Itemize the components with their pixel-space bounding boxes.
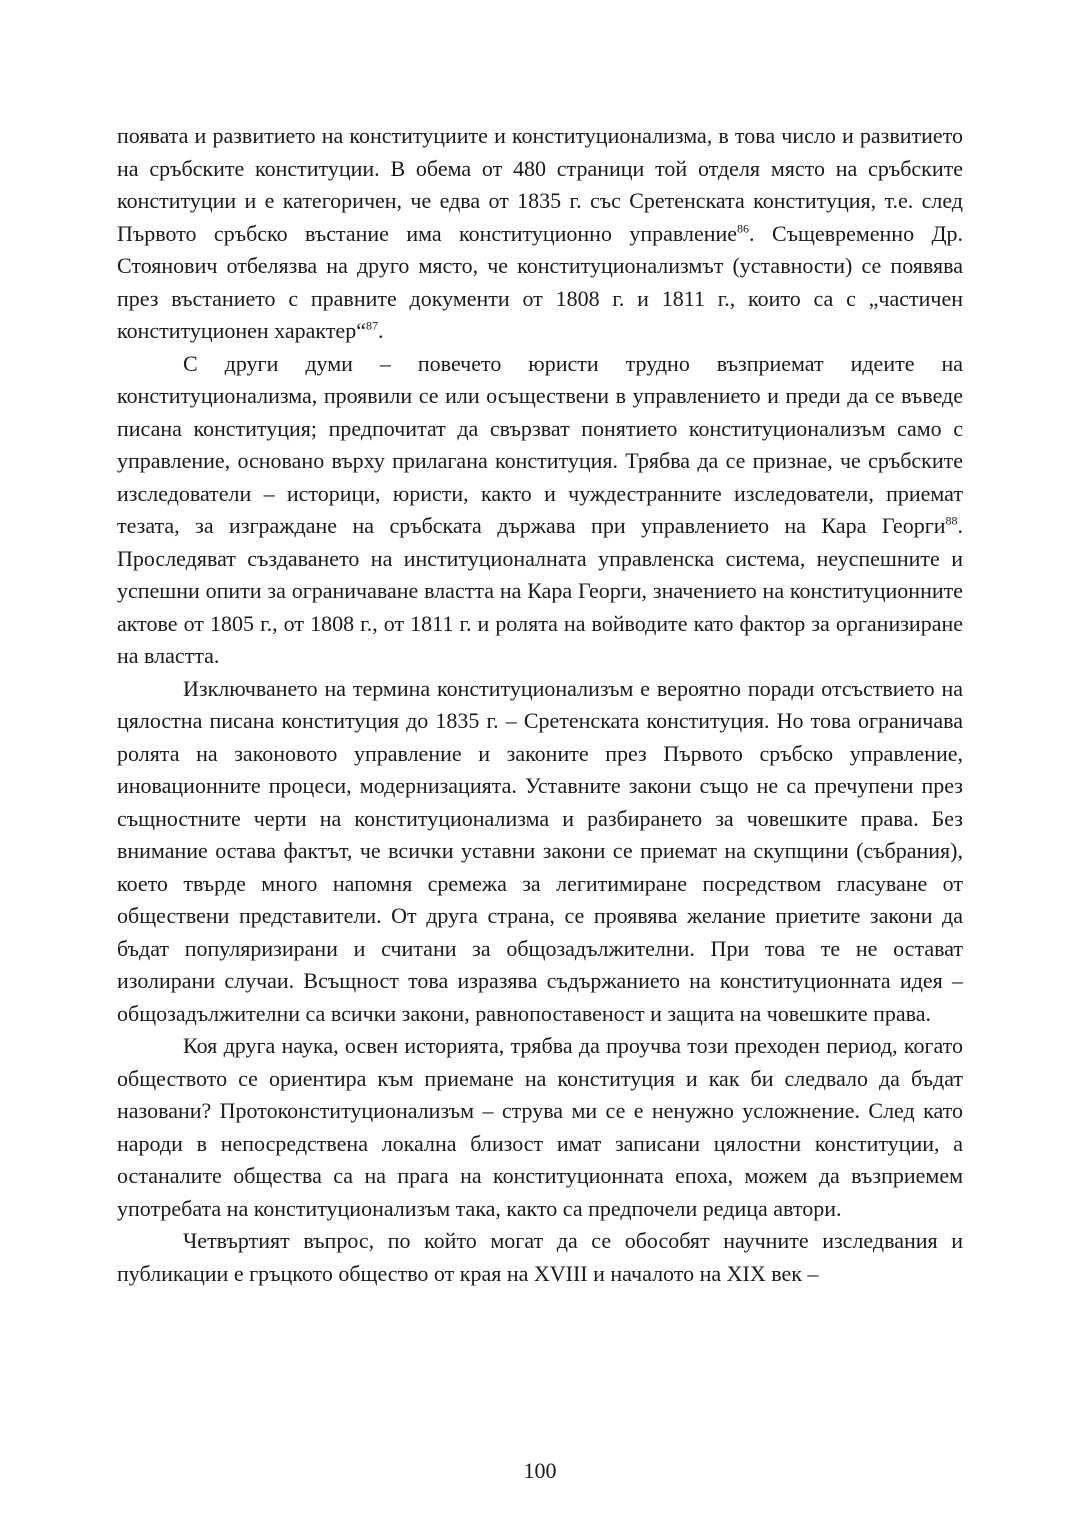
footnote-ref-87: 87 [365, 318, 378, 333]
paragraph-2-text-b: . Проследяват създаването на институционалната управленска система, неуспешните и успешни опити за ограничаване властта на Кара Георги, значението на конституционните актове от 1805 г., от 1808 г., от 1811 г. и ролята на войводите като фактор за организиране на властта. [117, 513, 963, 668]
paragraph-1 [117, 120, 963, 348]
paragraph-2 [117, 348, 963, 673]
page-number: 100 [523, 1458, 557, 1483]
paragraph-5: Четвъртият въпрос, по който могат да се обособят научните изследвания и публикации е гръцкото общество от края на XVIII и началото на XIX век – [117, 1228, 963, 1286]
paragraph-1-text-c: . [377, 318, 384, 343]
paragraph-4: Коя друга наука, освен историята, трябва да проучва този преходен период, когато обществото се ориентира към приемане на конституция и как би следвало да бъдат назовани? Протоконституционализъм – струва ми се е ненужно усложнение. След като народи в непосредствена локална близост имат записани цялостни конституции, а останалите общества са на прага на конституционната епоха, можем да възприемем употребата на конституционализъм така, както са предпочели редица автори. [117, 1033, 963, 1221]
footnote-ref-86: 86 [737, 221, 750, 236]
paragraph-3: Изключването на термина конституционализъм е вероятно поради отсъствието на цялостна писана конституция до 1835 г. – Сретенската конституция. Но това ограничава ролята на законовото управление и законите през Първото сръбско управление, иновационните процеси, модернизацията. Уставните закони също не са пречупени през същностните черти на конституционализма и разбирането за човешките права. Без внимание остава фактът, че всички уставни закони се приемат на скупщини (събрания), което твърде много напомня сремежа за легитимиране посредством гласуване от обществени представители. От друга страна, се проявява желание приетите закони да бъдат популяризирани и считани за общозадължителни. При това те не остават изолирани случаи. Всъщност това изразява съдържанието на конституционната идея – общозадължителни са всички закони, равнопоставеност и защита на човешките права. [117, 675, 963, 1026]
paragraph-2-text-a: С други думи – повечето юристи трудно възприемат идеите на конституционализма, проявили се или осъществени в управлението и преди да се въведе писана конституция; предпочитат да свързват понятието конституционализъм само с управление, основано върху прилагана конституция. Трябва да се признае, че сръбските изследователи – историци, юристи, както и чуждестранните изследователи, приемат тезата, за изграждане на сръбската държава при управлението на Кара Георги [117, 350, 963, 538]
paragraph-1-text-b: . Същевременно Др. Стоянович отбелязва на друго място, че конституционализмът (уставности) се появява през въстанието с правните документи от 1808 г. и 1811 г., които са с „частичен конституционен характер“ [117, 220, 963, 343]
body-text [117, 120, 963, 1290]
paragraph-1-text-a: появата и развитието на конституциите и конституционализма, в това число и развитието на сръбските конституции. В обема от 480 страници той отделя място на сръбските конституции и е категоричен, че едва от 1835 г. със Сретенската конституция, т.е. след Първото сръбско въстание има конституционно управление [117, 123, 963, 246]
footnote-ref-88: 88 [945, 513, 958, 528]
